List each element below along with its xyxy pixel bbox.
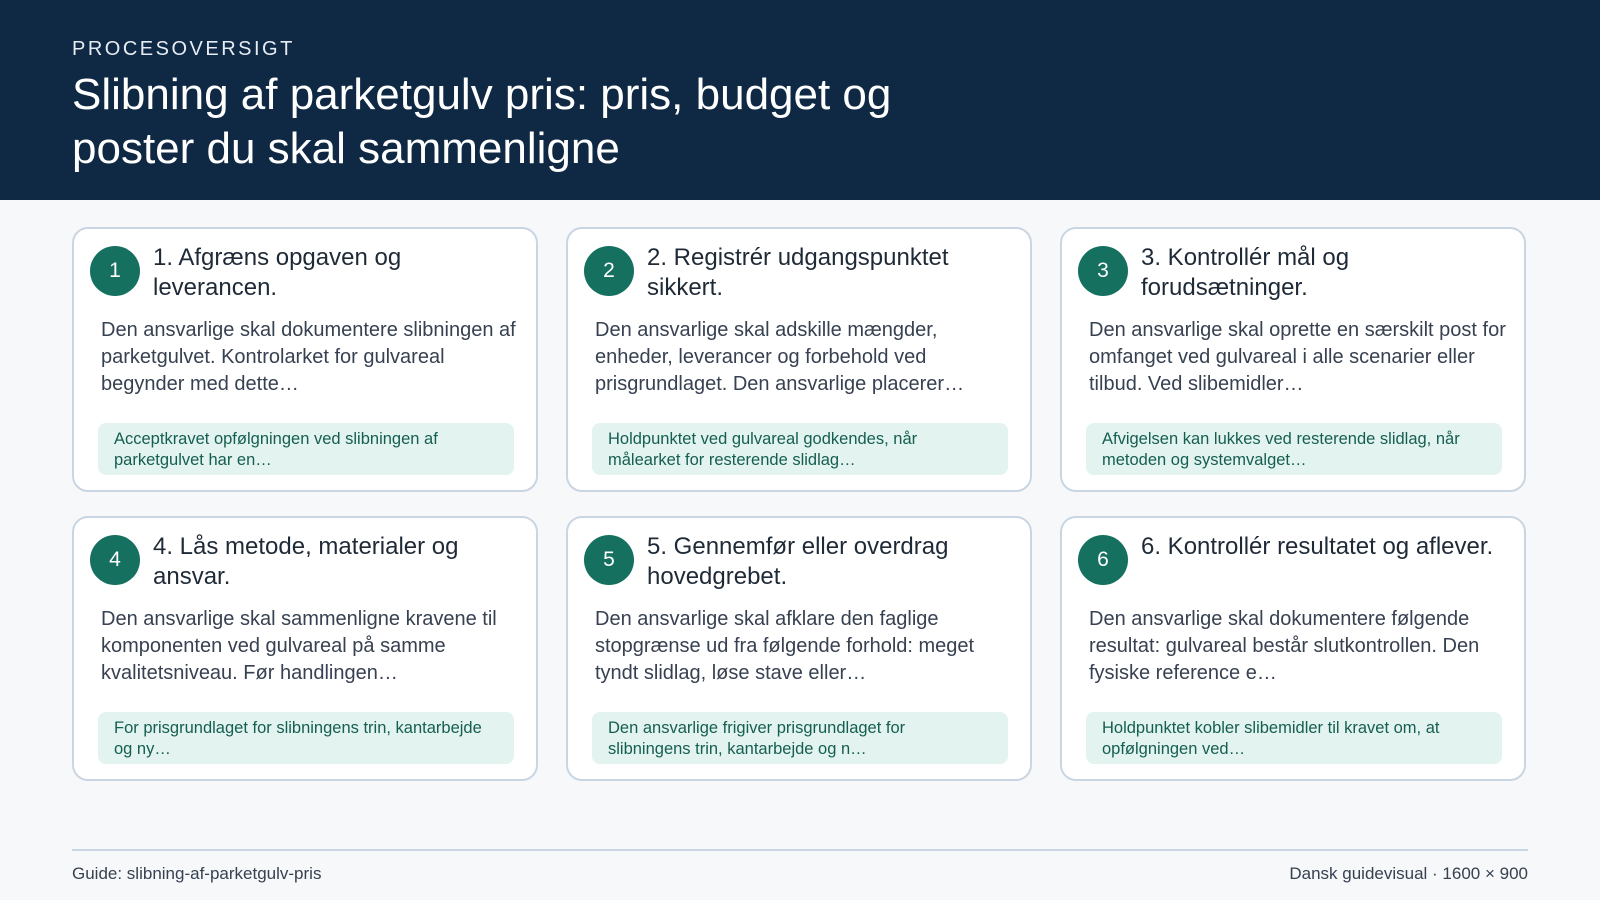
eyebrow-label: PROCESOVERSIGT (72, 38, 295, 60)
footer-caption: Dansk guidevisual · 1600 × 900 (1289, 864, 1528, 883)
step-number-badge: 2 (584, 246, 634, 296)
footer-guide-slug: Guide: slibning-af-parketgulv-pris (72, 864, 322, 883)
step-title: 1. Afgræns opgaven og leverancen. (153, 244, 402, 301)
step-card-6 (1060, 516, 1526, 781)
step-card-5 (566, 516, 1032, 781)
step-title: 2. Registrér udgangspunktet sikkert. (647, 244, 949, 301)
step-card-2 (566, 227, 1032, 492)
step-number-badge: 3 (1078, 246, 1128, 296)
header-banner (0, 0, 1600, 200)
step-number-badge: 4 (90, 535, 140, 585)
step-description: Den ansvarlige skal adskille mængder, enheder, leverancer og forbehold ved prisgrundlaget. Den ansvarlige placerer… (595, 319, 965, 395)
step-description: Den ansvarlige skal sammenligne kravene til komponenten ved gulvareal på samme kvalitetsniveau. Før handlingen… (101, 608, 497, 684)
step-card-4 (72, 516, 538, 781)
step-number-badge: 1 (90, 246, 140, 296)
footer-divider (72, 849, 1528, 851)
step-title: 6. Kontrollér resultatet og aflever. (1141, 533, 1494, 560)
step-number-badge: 6 (1078, 535, 1128, 585)
step-note: Den ansvarlige frigiver prisgrundlaget for slibningens trin, kantarbejde og n… (592, 712, 1008, 764)
step-title: 5. Gennemfør eller overdrag hovedgrebet. (647, 533, 949, 590)
step-note: Holdpunktet kobler slibemidler til kravet om, at opfølgningen ved… (1086, 712, 1502, 764)
step-description: Den ansvarlige skal dokumentere slibningen af parketgulvet. Kontrolarket for gulvareal begynder med dette… (101, 319, 516, 395)
step-title: 3. Kontrollér mål og forudsætninger. (1141, 244, 1350, 301)
step-card-3 (1060, 227, 1526, 492)
step-note: Acceptkravet opfølgningen ved slibningen af parketgulvet har en… (98, 423, 514, 475)
step-note: Afvigelsen kan lukkes ved resterende slidlag, når metoden og systemvalget… (1086, 423, 1502, 475)
page-title: Slibning af parketgulv pris: pris, budget og poster du skal sammenligne (72, 70, 892, 173)
step-card-1 (72, 227, 538, 492)
step-note: For prisgrundlaget for slibningens trin, kantarbejde og ny… (98, 712, 514, 764)
step-description: Den ansvarlige skal dokumentere følgende resultat: gulvareal består slutkontrollen. Den fysiske reference e… (1089, 608, 1480, 684)
step-number-badge: 5 (584, 535, 634, 585)
step-title: 4. Lås metode, materialer og ansvar. (153, 533, 459, 590)
steps-grid (72, 227, 1526, 781)
step-note: Holdpunktet ved gulvareal godkendes, når målearket for resterende slidlag… (592, 423, 1008, 475)
step-description: Den ansvarlige skal afklare den faglige stopgrænse ud fra følgende forhold: meget tyndt slidlag, løse stave eller… (595, 608, 975, 684)
step-description: Den ansvarlige skal oprette en særskilt post for omfanget ved gulvareal i alle scenarier eller tilbud. Ved slibemidler… (1089, 319, 1506, 395)
